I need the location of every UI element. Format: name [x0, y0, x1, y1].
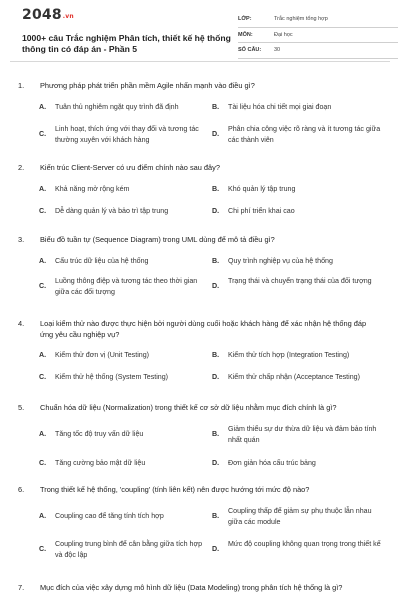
- option-text: Tuân thủ nghiêm ngặt quy trình đã định: [55, 103, 179, 111]
- meta-value: Trắc nghiệm tổng hợp: [274, 16, 328, 23]
- option-text: Kiểm thử hệ thống (System Testing): [55, 373, 169, 381]
- option-letter: B.: [212, 430, 220, 438]
- meta-value: Đại học: [274, 31, 293, 38]
- option-text: Coupling thấp để giảm sự phụ thuộc lẫn nhau giữa các module: [228, 507, 372, 526]
- option-text: Quy trình nghiệp vụ của hệ thống: [228, 257, 333, 265]
- option-letter: A.: [39, 351, 47, 359]
- question-number: 3.: [18, 235, 25, 244]
- page-title: 1000+ câu Trắc nghiệm Phân tích, thiết kế hệ thống thông tin có đáp án - Phần 5: [22, 33, 231, 54]
- option-letter: D.: [212, 282, 220, 290]
- option-text: Giảm thiểu sự dư thừa dữ liệu và đảm bảo tính nhất quán: [228, 425, 377, 444]
- option-letter: D.: [212, 207, 220, 215]
- option-text: Phân chia công việc rõ ràng và ít tương tác giữa các thành viên: [228, 125, 381, 144]
- option-text: Trạng thái và chuyển trạng thái của đối tượng: [228, 277, 372, 285]
- question-text: Phương pháp phát triển phần mềm Agile nhấn mạnh vào điều gì?: [40, 81, 255, 90]
- option-text: Kiểm thử chấp nhận (Acceptance Testing): [228, 373, 360, 381]
- option-letter: B.: [212, 185, 220, 193]
- option-text: Tăng cường bảo mật dữ liệu: [55, 459, 146, 467]
- option-letter: A.: [39, 257, 47, 265]
- option-text: Dễ dàng quản lý và bảo trì tập trung: [55, 207, 169, 215]
- meta-row-subject: [238, 28, 398, 44]
- option-text: Linh hoạt, thích ứng với thay đổi và tương tác thường xuyên với khách hàng: [55, 125, 199, 144]
- question-text: Loại kiểm thử nào được thực hiện bởi người dùng cuối hoặc khách hàng để xác nhận hệ thống đáp ứng yêu cầu nghiệp vụ?: [40, 319, 367, 339]
- logo-text: 2048: [22, 7, 62, 23]
- option-text: Khả năng mở rộng kém: [55, 185, 130, 193]
- question-number: 2.: [18, 163, 25, 172]
- option-text: Chi phí triển khai cao: [228, 207, 295, 215]
- option-text: Luồng thông điệp và tương tác theo thời gian giữa các đối tượng: [55, 277, 198, 296]
- option-letter: D.: [212, 545, 220, 553]
- question-text: Biểu đồ tuần tự (Sequence Diagram) trong UML dùng để mô tả điều gì?: [40, 235, 275, 244]
- option-letter: D.: [212, 373, 220, 381]
- option-letter: B.: [212, 103, 220, 111]
- option-text: Tăng tốc độ truy vấn dữ liệu: [55, 430, 144, 438]
- option-text: Tài liệu hóa chi tiết mọi giai đoạn: [228, 103, 332, 111]
- option-letter: A.: [39, 430, 47, 438]
- meta-table: [238, 12, 398, 59]
- site-logo[interactable]: [22, 7, 74, 23]
- question-number: 4.: [18, 319, 25, 328]
- option-text: Đơn giản hóa cấu trúc bảng: [228, 459, 316, 467]
- option-letter: B.: [212, 351, 220, 359]
- option-letter: B.: [212, 512, 220, 520]
- option-letter: A.: [39, 103, 47, 111]
- question-number: 7.: [18, 583, 25, 592]
- option-text: Cấu trúc dữ liệu của hệ thống: [55, 257, 149, 265]
- option-text: Khó quản lý tập trung: [228, 185, 296, 193]
- worksheet-header: [10, 0, 390, 62]
- question-number: 5.: [18, 403, 25, 412]
- question-number: 1.: [18, 81, 25, 90]
- option-letter: C.: [39, 207, 47, 215]
- option-text: Kiểm thử đơn vị (Unit Testing): [55, 351, 150, 359]
- option-letter: A.: [39, 512, 47, 520]
- meta-value: 30: [274, 47, 281, 54]
- meta-label: MÔN:: [238, 31, 253, 38]
- meta-row-class: [238, 12, 398, 28]
- meta-label: LỚP:: [238, 16, 252, 23]
- option-text: Coupling cao để tăng tính tích hợp: [55, 512, 164, 520]
- option-letter: C.: [39, 282, 47, 290]
- option-letter: D.: [212, 130, 220, 138]
- option-letter: B.: [212, 257, 220, 265]
- option-letter: D.: [212, 459, 220, 467]
- option-letter: A.: [39, 185, 47, 193]
- option-text: Kiểm thử tích hợp (Integration Testing): [228, 351, 350, 359]
- option-letter: C.: [39, 373, 47, 381]
- meta-label: SỐ CÂU:: [238, 47, 262, 54]
- option-text: Mức độ coupling không quan trọng trong thiết kế: [228, 540, 381, 548]
- logo-suffix: .vn: [62, 13, 74, 20]
- question-text: Mục đích của việc xây dựng mô hình dữ liệu (Data Modeling) trong phân tích hệ thống là gì?: [40, 583, 343, 592]
- option-letter: C.: [39, 459, 47, 467]
- option-letter: C.: [39, 545, 47, 553]
- question-number: 6.: [18, 485, 25, 494]
- meta-row-count: [238, 43, 398, 59]
- question-text: Trong thiết kế hệ thống, 'coupling' (tính liên kết) nên được hướng tới mức độ nào?: [40, 485, 310, 494]
- question-text: Kiến trúc Client-Server có ưu điểm chính nào sau đây?: [40, 163, 220, 172]
- question-text: Chuẩn hóa dữ liệu (Normalization) trong thiết kế cơ sở dữ liệu nhằm mục đích chính là gì?: [40, 403, 337, 412]
- option-letter: C.: [39, 130, 47, 138]
- option-text: Coupling trung bình để cân bằng giữa tích hợp và độc lập: [55, 540, 203, 559]
